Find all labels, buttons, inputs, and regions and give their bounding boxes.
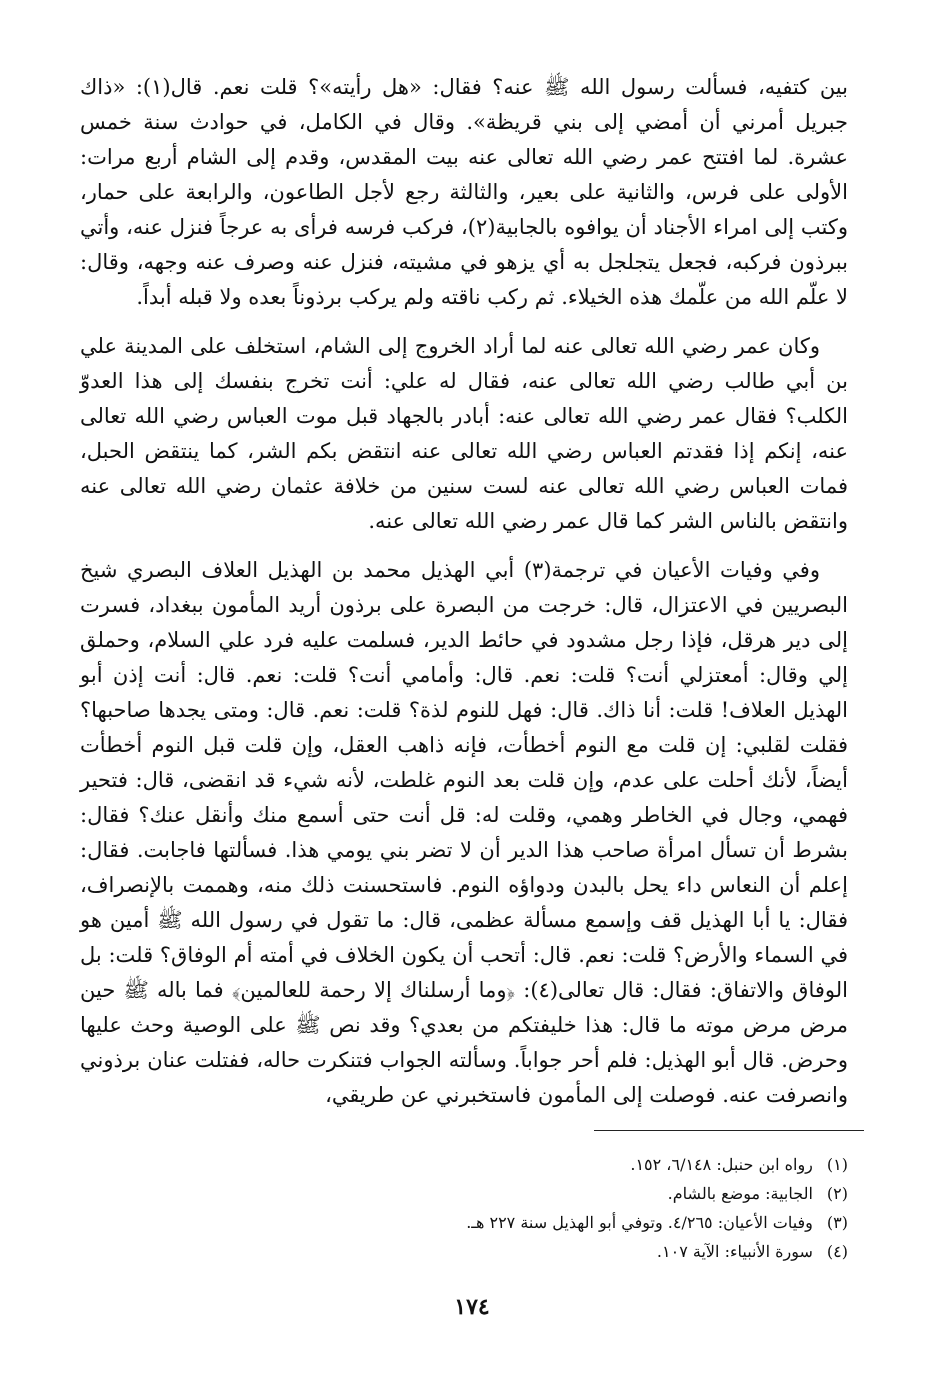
footnote-number: (١)	[826, 1155, 848, 1174]
footnote-text: الجابية: موضع بالشام.	[667, 1184, 813, 1203]
paragraph: وكان عمر رضي الله تعالى عنه لما أراد الخروج إلى الشام، استخلف على المدينة علي بن أبي طالب رضي الله تعالى عنه، فقال له علي: أنت تخرج بنفسك إلى هذا العدوّ الكلب؟ فقال عمر رضي الله تعالى عنه: أبادر بالجهاد قبل موت العباس رضي الله تعالى عنه، إنكم إذا فقدتم العباس رضي الله تعالى عنه انتقض بكم الشر، كما ينتقض الحبل، فمات العباس رضي الله تعالى عنه لست سنين من خلافة عثمان رضي الله تعالى عنه وانتقض بالناس الشر كما قال عمر رضي الله تعالى عنه.	[80, 334, 848, 533]
footnotes	[148, 1150, 848, 1266]
footnote	[148, 1237, 848, 1266]
footnote-number: (٣)	[826, 1213, 848, 1232]
footnote-text: وفيات الأعيان: ٤/٢٦٥. وتوفي أبو الهذيل سنة ٢٢٧ هـ.	[466, 1213, 813, 1232]
footnote-divider	[594, 1130, 864, 1131]
page-number: ١٧٤	[454, 1294, 490, 1320]
paragraph: بين كتفيه، فسألت رسول الله ﷺ عنه؟ فقال: «هل رأيته»؟ قلت نعم. قال(١): «ذاك جبريل أمرني أن أمضي إلى بني قريظة». وقال في الكامل، في حوادث سنة خمس عشرة. لما افتتح عمر رضي الله تعالى عنه بيت المقدس، وقدم إلى الشام أربع مرات: الأولى على فرس، والثانية على بعير، والثالثة رجع لأجل الطاعون، والرابعة على حمار، وكتب إلى امراء الأجناد أن يوافوه بالجابية(٢)، فركب فرسه فرأى به عرجاً فنزل عنه، وأتي ببرذون فركبه، فجعل يتجلجل به أي يزهو في مشيته، فنزل عنه وصرف عنه وجهه، وقال: لا علّم الله من علّمك هذه الخيلاء. ثم ركب ناقته ولم يركب برذوناً بعده ولا قبله أبداً.	[80, 75, 849, 309]
footnote-text: رواه ابن حنبل: ٦/١٤٨، ١٥٢.	[630, 1155, 813, 1174]
footnote-number: (٢)	[826, 1184, 848, 1203]
footnote-number: (٤)	[826, 1242, 848, 1261]
footnote	[148, 1150, 848, 1179]
main-text	[80, 70, 848, 1127]
footnote	[148, 1179, 848, 1208]
paragraph: وفي وفيات الأعيان في ترجمة(٣) أبي الهذيل محمد بن الهذيل العلاف البصري شيخ البصريين في الاعتزال، قال: خرجت من البصرة على برذون أريد المأمون ببغداد، فسرت إلى دير هرقل، فإذا رجل مشدود في حائط الدير، فسلمت عليه فرد علي السلام، وحملق إلي وقال: أمعتزلي أنت؟ قلت: نعم. قال: وأمامي أنت؟ قلت: نعم. قال: أنت إذن أبو الهذيل العلاف! قلت: أنا ذاك. قال: فهل للنوم لذة؟ قلت: نعم. قال: ومتى يجدها صاحبها؟ فقلت لقلبي: إن قلت مع النوم أخطأت، فإنه ذاهب العقل، وإن قلت قبل النوم أخطأت أيضاً، لأنك أحلت على عدم، وإن قلت بعد النوم غلطت، لأنه شيء قد انقضى، قال: فتحير فهمي، وجال في الخاطر وهمي، وقلت له: قل أنت حتى أسمع منك وأنقل عنك؟ فقال: بشرط أن تسأل امرأة صاحب هذا الدير أن لا تضر بني يومي هذا. فسألتها فاجابت. فقال: إعلم أن النعاس داء يحل بالبدن ودواؤه النوم. فاستحسنت ذلك منه، وهممت بالإنصراف، فقال: يا أبا الهذيل قف وإسمع مسألة عظمى، قال: ما تقول في رسول الله ﷺ أمين هو في السماء والأرض؟ قلت: نعم. قال: أتحب أن يكون الخلاف في أمته أم الوفاق؟ قلت: بل الوفاق والاتفاق: فقال: قال تعالى(٤): ﴿وما أرسلناك إلا رحمة للعالمين﴾ فما باله ﷺ حين مرض مرض موته ما قال: هذا خليفتكم من بعدي؟ وقد نص ﷺ على الوصية وحث عليها وحرض. قال أبو الهذيل: فلم أحر جواباً. وسألته الجواب فتنكرت حاله، ففتلت عنان برذوني وانصرفت عنه. فوصلت إلى المأمون فاستخبرني عن طريقي،	[80, 558, 848, 1107]
footnote	[148, 1208, 848, 1237]
footnote-text: سورة الأنبياء: الآية ١٠٧.	[656, 1242, 813, 1261]
